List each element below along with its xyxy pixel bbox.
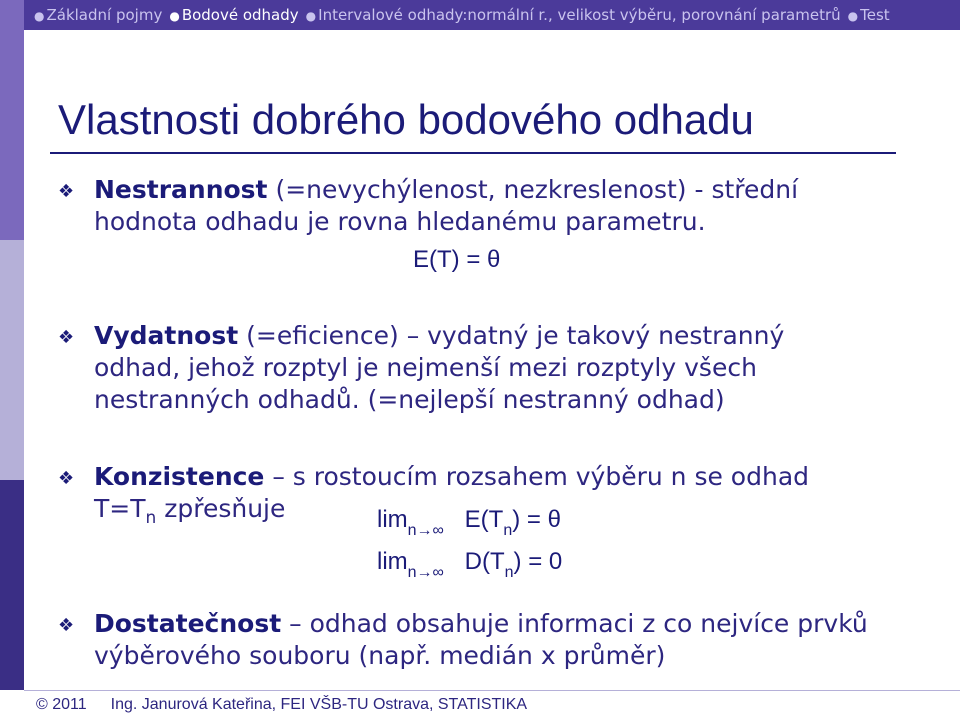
diamond-bullet-icon: ❖ <box>58 615 75 636</box>
konzistence-line2: $T=T_n$ zpřesňuje <box>94 494 286 528</box>
title-divider <box>50 152 896 154</box>
footer <box>36 696 527 714</box>
side-strip-middle <box>0 240 24 480</box>
term-vydatnost: Vydatnost <box>94 321 239 350</box>
footer-copyright: © 2011 <box>36 696 87 713</box>
bullet-konzistence <box>58 461 878 493</box>
text-dostatecnost: – odhad obsahuje informaci z co nejvíce prvků výběrového souboru (např. medián x průměr) <box>94 609 868 670</box>
bullet-dot-icon: ● <box>305 9 317 23</box>
nav-item-intervalove-odhady[interactable]: ● Intervalové odhady:normální r., velikost výběru, porovnání parametrů <box>305 6 841 24</box>
bullet-nestrannost <box>58 174 878 238</box>
text-vydatnost: (=eficience) – vydatný je takový nestranný odhad, jehož rozptyl je nejmenší mezi rozptyly všech nestranných odhadů. (=nejlepší nestranný odhad) <box>94 321 785 414</box>
side-strip-top <box>0 0 24 240</box>
diamond-bullet-icon: ❖ <box>58 327 75 348</box>
footer-author: Ing. Janurová Kateřina, FEI VŠB-TU Ostrava, STATISTIKA <box>110 696 528 713</box>
diamond-bullet-icon: ❖ <box>58 181 75 202</box>
nav-item-test[interactable]: ● Test <box>847 6 890 24</box>
side-strip-bottom <box>0 480 24 690</box>
formula-consistency-mean: $\lim_{n\to\infty} E(T_n) = \theta$ <box>377 506 561 539</box>
bullet-dot-icon: ● <box>34 9 45 23</box>
top-nav-bar <box>0 0 960 30</box>
diamond-bullet-icon: ❖ <box>58 468 75 489</box>
nav-item-zakladni-pojmy[interactable]: ● Základní pojmy <box>34 6 163 24</box>
bullet-vydatnost <box>58 320 878 416</box>
formula-consistency-var: $\lim_{n\to\infty} D(T_n) = 0$ <box>377 548 563 581</box>
bullet-dostatecnost <box>58 608 878 672</box>
term-dostatecnost: Dostatečnost <box>94 609 282 638</box>
formula-unbiased: E(T) = θ <box>413 246 501 273</box>
text-nestrannost: (=nevychýlenost, nezkreslenost) - střední hodnota odhadu je rovna hledanému parametru. <box>94 175 799 236</box>
page-title: Vlastnosti dobrého bodového odhadu <box>58 96 754 143</box>
text-konzistence: – s rostoucím rozsahem výběru n se odhad <box>264 462 810 491</box>
footer-divider <box>24 690 960 691</box>
bullet-dot-icon: ● <box>169 9 180 23</box>
term-nestrannost: Nestrannost <box>94 175 268 204</box>
term-konzistence: Konzistence <box>94 462 265 491</box>
nav-item-bodove-odhady[interactable]: ● Bodové odhady <box>169 6 299 24</box>
bullet-dot-icon: ● <box>847 9 859 23</box>
